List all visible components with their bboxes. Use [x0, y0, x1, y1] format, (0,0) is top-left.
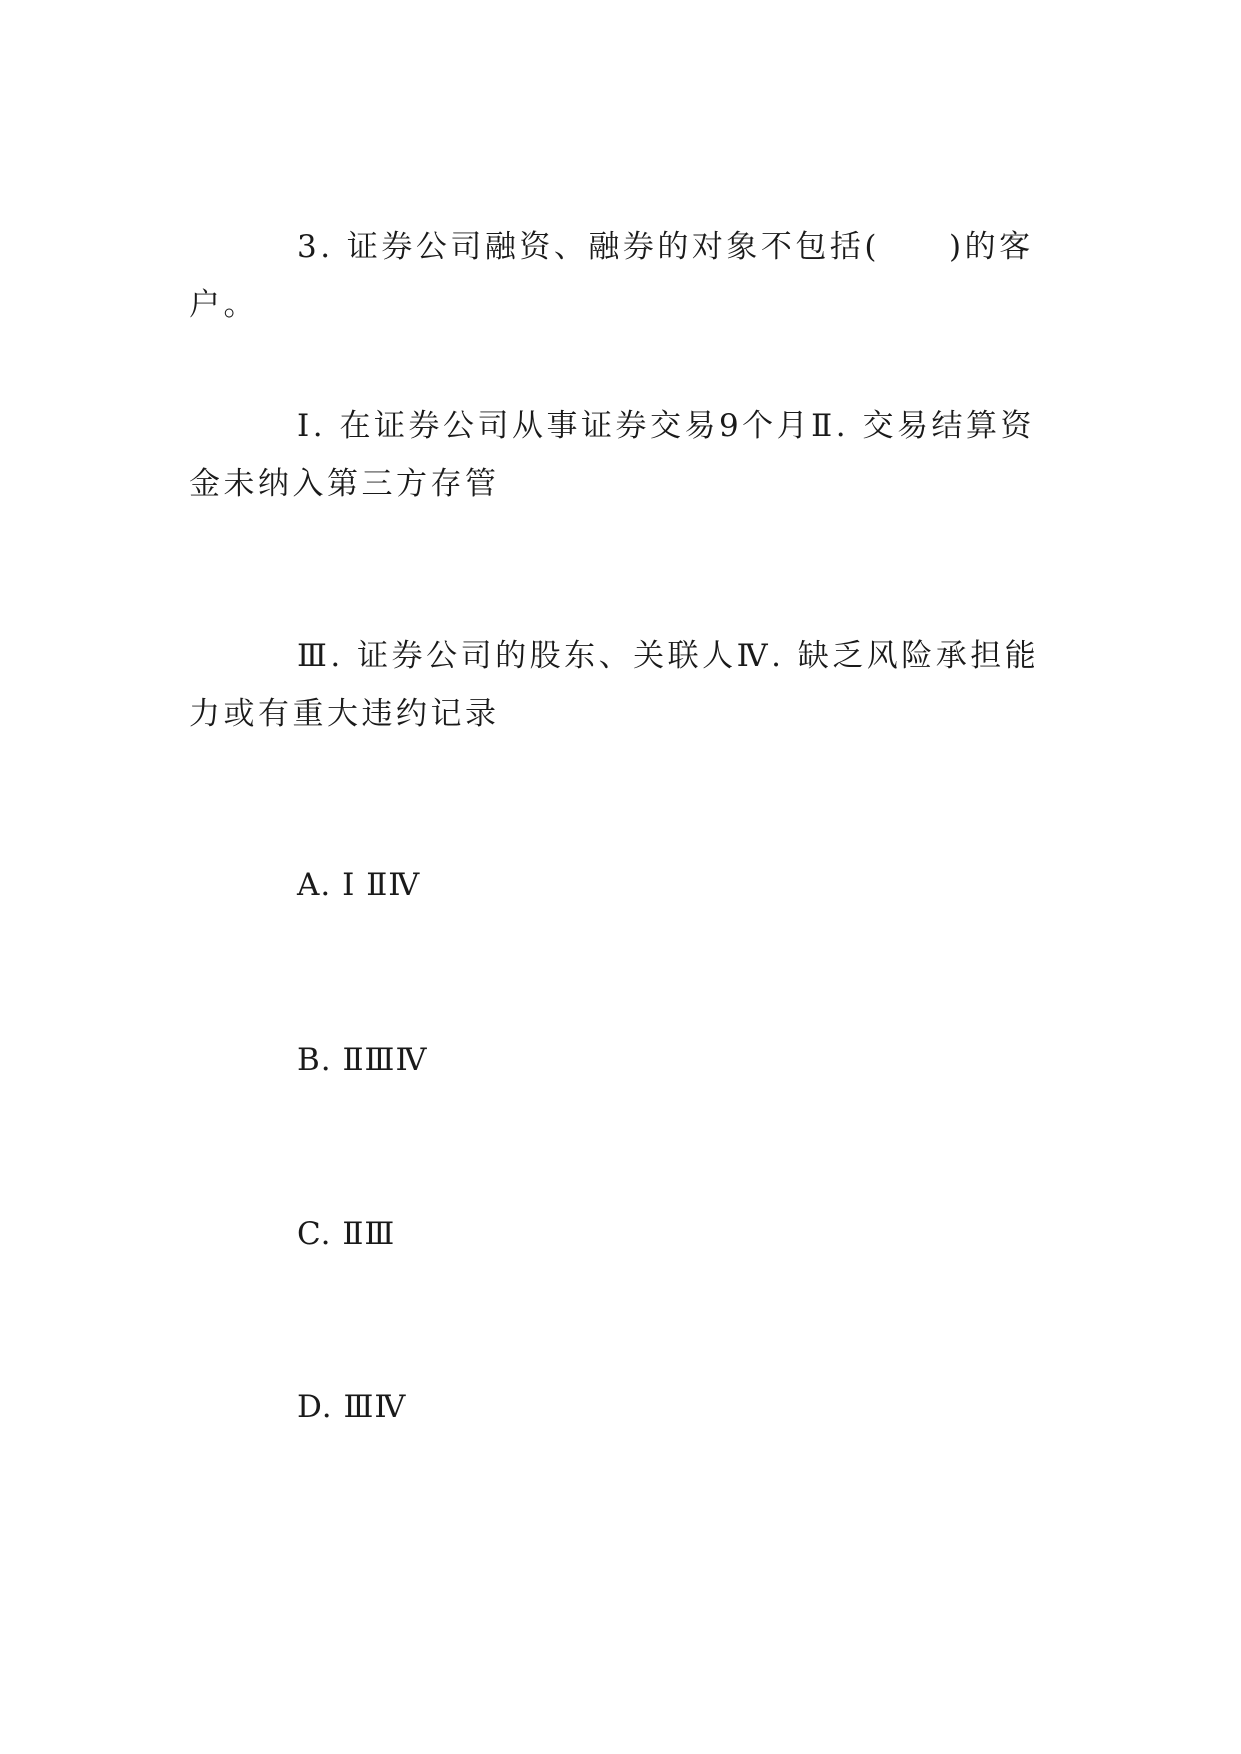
statement-1-2: Ⅰ. 在证券公司从事证券交易9个月Ⅱ. 交易结算资金未纳入第三方存管	[189, 408, 1035, 502]
statement-3-4: Ⅲ. 证券公司的股东、关联人Ⅳ. 缺乏风险承担能力或有重大违约记录	[189, 638, 1040, 732]
option-b: B. ⅡⅢⅣ	[297, 1042, 428, 1078]
question-stem: 3. 证券公司融资、融券的对象不包括( )的客户。	[189, 229, 1034, 323]
option-d: D. ⅢⅣ	[297, 1389, 407, 1425]
option-a: A. Ⅰ ⅡⅣ	[297, 867, 421, 903]
option-c: C. ⅡⅢ	[297, 1216, 396, 1252]
